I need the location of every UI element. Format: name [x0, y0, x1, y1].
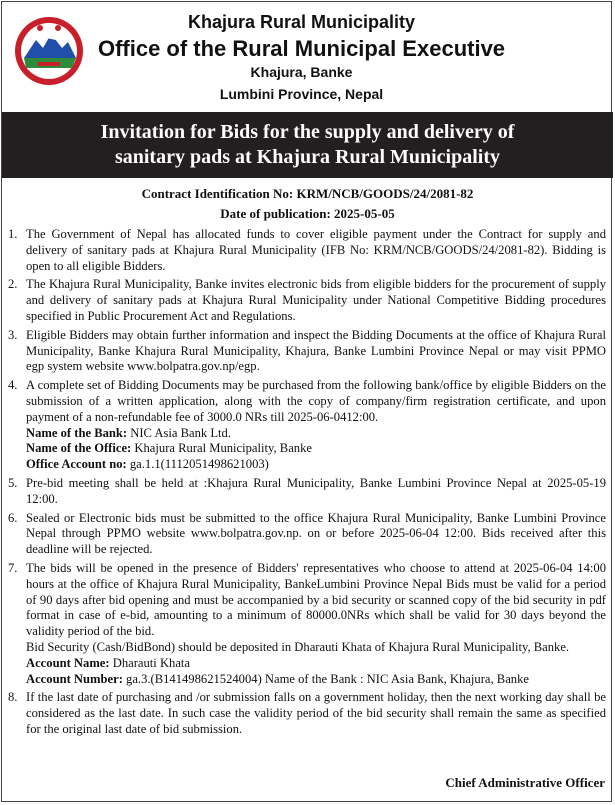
- municipality-name: Khajura Rural Municipality: [187, 12, 416, 32]
- clause-number: 3.: [8, 327, 18, 342]
- notice-title-line-2: sanitary pads at Khajura Rural Municipality: [114, 146, 501, 168]
- clause-5: [6, 476, 606, 508]
- clause-2: [6, 277, 606, 324]
- clause-text: Eligible Bidders may obtain further information and inspect the Bidding Documents at the office of Khajura Rural Municipality, Banke Khajura Rural Municipality, Khajura, Banke Lumbini Province Nepal or may visit PPMO egp system website www.bolpatra.gov.np/egp.: [26, 327, 606, 374]
- office-account-line: [26, 457, 606, 473]
- clause-text: Sealed or Electronic bids must be submitted to the office Khajura Rural Municipality, Banke Lumbini Province Nepal through PPMO website www.bolpatra.gov.np. on or before 2025-06-04 12:00. Bids received after this deadline will be rejected.: [26, 510, 606, 557]
- clause-1: [6, 227, 606, 274]
- clause-text: If the last date of purchasing and /or submission falls on a government holiday, then the next working day shall be considered as the last date. In such case the validity period of the bid security shall remain the same as specified for the original last date of bid submission.: [26, 690, 606, 736]
- account-number-line: [26, 672, 606, 688]
- account-name-line: [26, 656, 606, 672]
- clause-7: [6, 561, 606, 687]
- account-name-label: Account Name:: [26, 655, 110, 670]
- office-name: Office of the Rural Municipal Executive: [97, 36, 506, 61]
- account-name-value: Dharauti Khata: [109, 655, 191, 670]
- clause-8: [6, 690, 606, 737]
- notice-title-line-1: Invitation for Bids for the supply and delivery of: [100, 121, 515, 143]
- account-number-label: Account Number:: [26, 671, 123, 686]
- clause-number: 6.: [8, 510, 18, 525]
- clause-number: 7.: [8, 560, 18, 575]
- contract-identification: Contract Identification No: KRM/NCB/GOODS/24/2081-82: [141, 186, 474, 201]
- signatory-title: Chief Administrative Officer: [445, 775, 605, 790]
- office-account-label: Office Account no:: [26, 457, 127, 472]
- clause-text: The Government of Nepal has allocated funds to cover eligible payment under the Contract for supply and delivery of sanitary pads at Khajura Rural Municipality (IFB No: KRM/NCB/GOODS/24/2081-82). Bidding is open to all eligible Bidders.: [26, 227, 606, 273]
- office-name-label: Name of the Office:: [26, 441, 132, 456]
- clause-number: 8.: [8, 690, 18, 705]
- clause-number: 4.: [8, 378, 18, 393]
- office-province: Lumbini Province, Nepal: [219, 86, 384, 102]
- clause-text: The Khajura Rural Municipality, Banke invites electronic bids from eligible bidders for the procurement of supply and delivery of sanitary pads at Khajura Rural Municipality under National Competitive Bidding procedures specified in Public Procurement Act and Regulations.: [26, 277, 606, 323]
- account-number-value: ga.3.(B141498621524004) Name of the Bank : NIC Asia Bank, Khajura, Banke: [122, 671, 529, 686]
- clause-4: [6, 378, 606, 473]
- clause-number: 2.: [8, 277, 18, 292]
- clause-text: The bids will be opened in the presence of Bidders' representatives who choose to attend at 2025-06-04 14:00 hours at the office of Khajura Rural Municipality, BankeLumbini Province Nepal Bids must be valid for a period of 90 days after bid opening and must be accompanied by a bid security or scanned copy of the bid security in pdf format in case of e-bid, amounting to a minimum of 80000.0NRs which shall be valid for 30 days beyond the validity period of the bid.: [26, 560, 606, 639]
- office-account-value: ga.1.1(1112051498621003): [126, 457, 269, 472]
- office-address: Khajura, Banke: [250, 64, 353, 80]
- publication-date: Date of publication: 2025-05-05: [220, 206, 395, 221]
- clause-number: 5.: [8, 475, 18, 490]
- letterhead: [0, 0, 615, 112]
- clause-number: 1.: [8, 227, 18, 241]
- clause-text: A complete set of Bidding Documents may be purchased from the following bank/office by eligible Bidders on the submission of a written application, along with the copy of company/firm registration certificate, and upon payment of a non-refundable fee of 3000.0 NRs till 2025-06-0412:00.: [26, 378, 606, 424]
- office-name-value: Khajura Rural Municipality, Banke: [131, 441, 312, 456]
- bid-security-line: Bid Security (Cash/BidBond) should be deposited in Dharauti Khata of Khajura Rural Municipality, Banke.: [26, 639, 570, 654]
- notice-clauses: [6, 227, 606, 741]
- clause-3: [6, 328, 606, 375]
- clause-6: [6, 511, 606, 558]
- notice-title-banner: [2, 112, 613, 178]
- office-name-line: [26, 441, 606, 457]
- bank-name-value: NIC Asia Bank Ltd.: [127, 425, 232, 440]
- bank-name-line: [26, 426, 606, 442]
- bank-name-label: Name of the Bank:: [26, 425, 128, 440]
- clause-text: Pre-bid meeting shall be held at :Khajura Rural Municipality, Banke Lumbini Province Nepal at 2025-05-19 12:00.: [26, 475, 606, 506]
